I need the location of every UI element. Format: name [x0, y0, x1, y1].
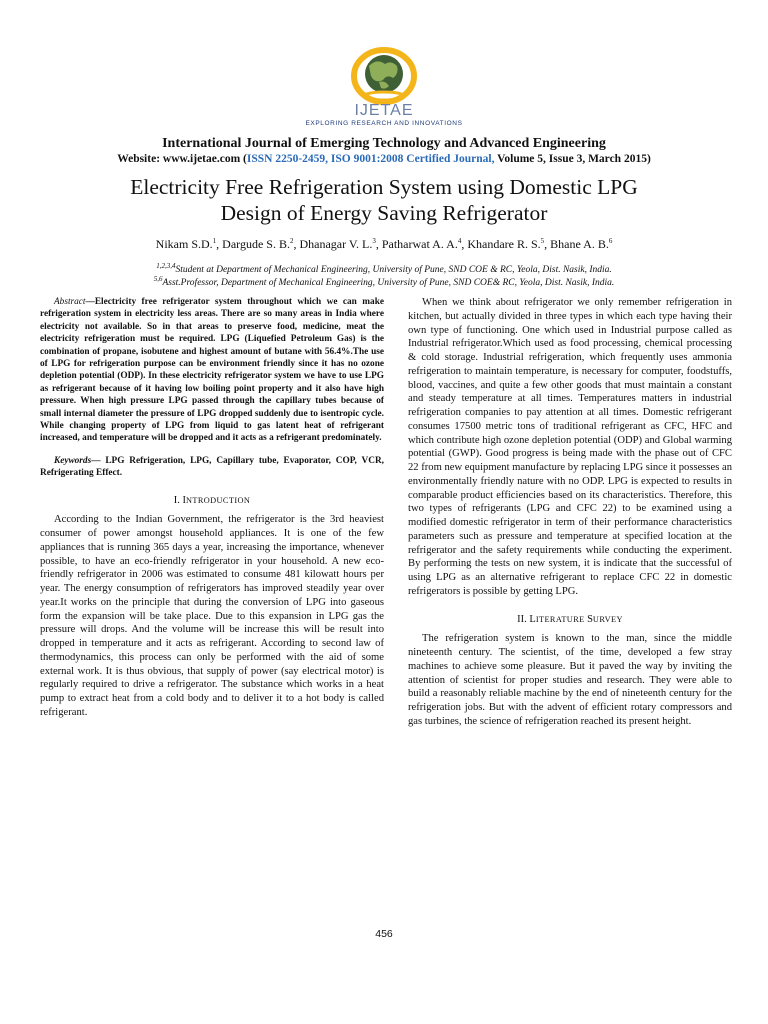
introduction-paragraph: According to the Indian Government, the refrigerator is the 3rd heaviest consumer of power amongst household appliances. It is one of the few appliances that is running 365 days a year, increasing the importance, whenever possible, to have an eco-friendly refrigerator in your household. A new eco-friendly refrigerator in 2006 was estimated to consume 481 kilowatt hours per year. The energy consumption of refrigerators has improved steadily year over year.It works on the principle that during the conversion of LPG into gaseous form the expansion will be take place. Due to this expansion in LPG gas the pressure will drops. And the volume will be increase this will be result into dropped in temperature and it acts as refrigerant. According to second law of thermodynamics, this process can only be performed with the aid of some external work. It is thus obvious, that supply of power (say electrical motor) is regularly required to drive a refrigerator. The substance which works in a heat pump to extract heat from a cold body and to deliver it to a hot body is called refrigerant. — [40, 514, 384, 718]
issn-info: ISSN 2250-2459, ISO 9001:2008 Certified Journal, — [246, 153, 495, 165]
author-sup: 4 — [457, 237, 462, 245]
abstract — [40, 296, 384, 445]
website-label: Website: www.ijetae.com ( — [117, 153, 247, 165]
section-heading-introduction — [40, 494, 384, 508]
author-sep: , — [375, 237, 382, 251]
author-sep: , — [293, 237, 300, 251]
author-sup: 3 — [372, 237, 376, 245]
page-number: 456 — [375, 928, 393, 940]
author-sep: , — [216, 237, 223, 251]
logo-wordmark: IJETAE — [354, 102, 414, 119]
author: Patharwat A. A. — [381, 237, 458, 251]
abstract-lead: Abstract — [54, 297, 86, 307]
section-number: I. — [173, 494, 180, 506]
affiliation-professors — [0, 275, 768, 288]
intro-continuation-paragraph: When we think about refrigerator we only remember refrigeration in kitchen, but actually divided in three types in which each type having their own type of functioning. One which used in Industrial purpose called as Industrial refrigerator.Which used as food processing, chemical processing & cold storage. Industrial refrigeration, which frequently uses ammonia refrigeration to maintain temperature, is necessary for computer, foodstuffs, blood, vaccines, and quite a few other goods that must maintain a constant and steady temperature at all times. Temperatures matters in industrial refrigeration companies to pay attention at all times. Domestic refrigerant consumes 17500 metric tons of traditional refrigerant as CFC, HFC and which contribute high ozone depletion potential (ODP) and Global warming potential (GWP). Good progress is being made with the phase out of CFC 22 from new equipment manufacture by replacing LPG since it possesses an environmentally friendly nature with no ODP. LPG is expected to results in comparable product efficiencies based on its characteristics. Therefore, this two types of refrigerants (LPG and CFC 22) to be examined using a modified domestic refrigerator in term of their performance characteristics parameters such as pressure and temperature at specified location at the refrigerator and the safety requirements while conducting the experiment. By performing the tests on new system, it is indicate that the successful of using LPG as an alternative refrigerant to replace CFC 22 in domestic refrigerators is possible by getting LPG. — [408, 297, 732, 597]
affiliation-students — [0, 262, 768, 275]
journal-name: International Journal of Emerging Technology and Advanced Engineering — [162, 136, 606, 151]
affil-text: Student at Department of Mechanical Engineering, University of Pune, SND COE & RC, Yeola, Dist. Nasik, India. — [175, 265, 612, 276]
affil-sup: 5,6 — [153, 275, 163, 283]
author: Khandare R. S. — [467, 237, 541, 251]
author: Dhanagar V. L. — [299, 237, 373, 251]
literature-survey-paragraph: The refrigeration system is known to the man, since the middle nineteenth century. The scientist, of the time, developed a few stray machines to achieve some pleasure. But it paved the way by inviting the attention of scientist for proper studies and research. They were able to build a reasonably reliable machine by the end of nineteenth century for the refrigeration jobs. But with the advent of efficient rotary compressors and gas turbines, the science of refrigeration reached its present height. — [408, 633, 732, 727]
section-initial: L — [529, 613, 536, 625]
author-sep: , — [461, 237, 468, 251]
author-sup: 6 — [608, 237, 613, 245]
affil-sup: 1,2,3,4 — [156, 262, 176, 270]
journal-website-line — [0, 153, 768, 165]
author-sup: 5 — [540, 237, 545, 245]
section-title-rest-2: URVEY — [592, 614, 623, 624]
paper-title — [40, 174, 728, 226]
section-title-rest: ITERATURE — [535, 614, 588, 624]
author: Dargude S. B. — [222, 237, 290, 251]
title-line-2: Design of Energy Saving Refrigerator — [220, 201, 548, 225]
section-title-rest: NTRODUCTION — [185, 495, 251, 505]
author-sup: 1 — [212, 237, 217, 245]
author-list — [0, 237, 768, 252]
section-number: II. — [517, 613, 527, 625]
keywords — [40, 455, 384, 480]
right-column — [408, 296, 732, 729]
logo-tagline: EXPLORING RESEARCH AND INNOVATIONS — [305, 120, 463, 127]
section-initial: I — [182, 494, 186, 506]
section-initial-2: S — [587, 613, 593, 625]
keywords-lead: Keywords — [54, 455, 92, 466]
section-heading-literature-survey — [408, 613, 732, 627]
author: Bhane A. B. — [550, 237, 609, 251]
affil-text: Asst.Professor, Department of Mechanical Engineering, University of Pune, SND COE& RC, Yeola, Dist. Nasik, India. — [162, 278, 615, 289]
abstract-text: —Electricity free refrigerator system throughout which we can make refrigeration system in electricity less areas. There are so many areas in India where electricity not available. So in that areas to preserve food, medicine, meat the electricity refrigeration must be required. LPG (Liquefied Petroleum Gas) is the combination of propane, isobutene and highest amount of butane with 56.4%.The use of LPG for refrigeration purpose can be environment friendly since it has no ozone depletion potential (ODP). In these electricity refrigerator system we have to use LPG as refrigerant because of it having low boiling point property and it also have high pressure. When high pressure LPG passed through the capillary tubes because of small internal diameter the pressure of LPG dropped suddenly due to isentropic cycle. While changing property of LPG from liquid to gas latent heat of refrigerant increased, and temperature will be dropped and it acts as a refrigerant predominately. — [40, 297, 384, 444]
author: Nikam S.D. — [155, 237, 213, 251]
left-column — [40, 296, 384, 720]
author-sep: , — [544, 237, 551, 251]
volume-info: Volume 5, Issue 3, March 2015) — [494, 153, 651, 165]
author-sup: 2 — [289, 237, 294, 245]
title-line-1: Electricity Free Refrigeration System using Domestic LPG — [130, 175, 638, 199]
keywords-text: — LPG Refrigeration, LPG, Capillary tube, Evaporator, COP, VCR, Refrigerating Effect. — [40, 455, 384, 479]
